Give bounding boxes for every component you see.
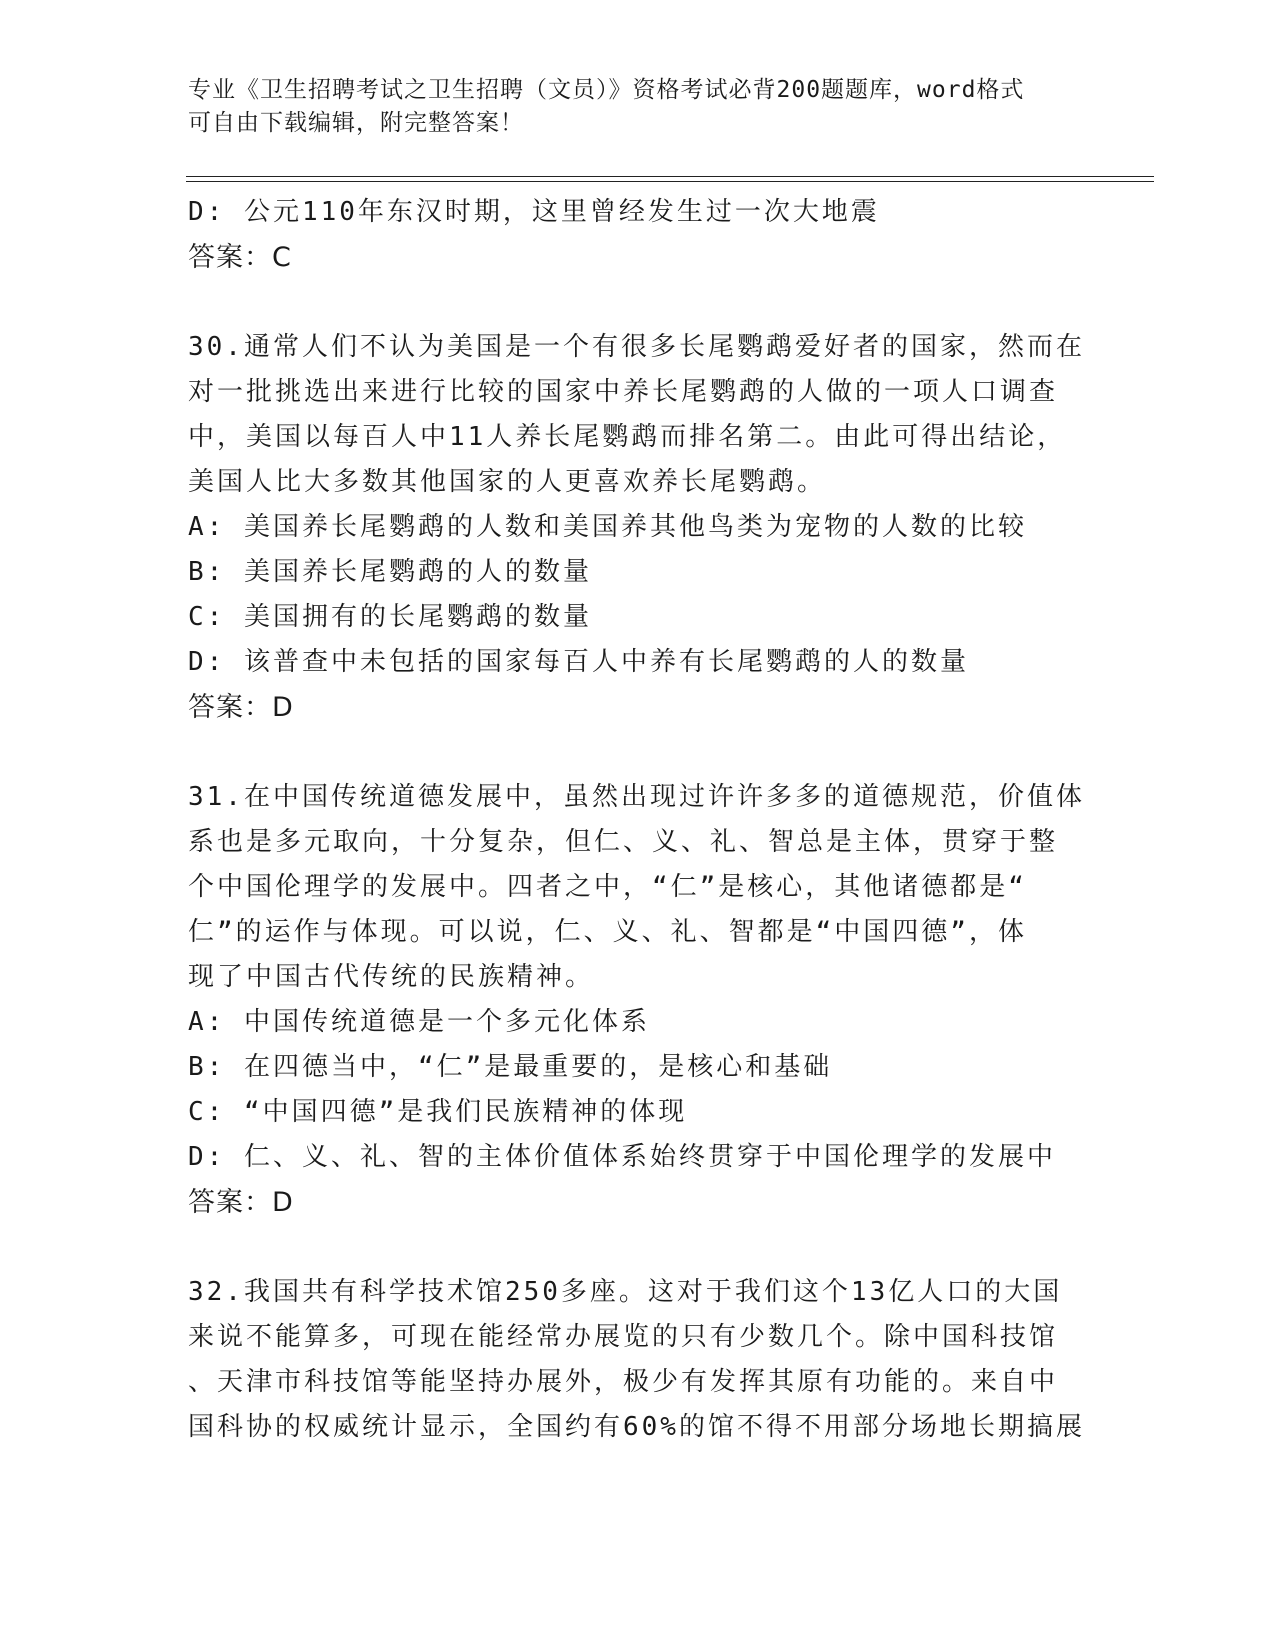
answer-line: 答案：D xyxy=(188,692,294,723)
question-text-line: 系也是多元取向，十分复杂，但仁、义、礼、智总是主体，贯穿于整 xyxy=(188,827,1059,857)
previous-question-tail xyxy=(188,190,1088,280)
option-d: D: 仁、义、礼、智的主体价值体系始终贯穿于中国伦理学的发展中 xyxy=(188,1142,1056,1172)
question-32 xyxy=(188,1270,1088,1450)
question-30 xyxy=(188,325,1088,730)
option-d: D: 公元110年东汉时期，这里曾经发生过一次大地震 xyxy=(188,197,880,227)
question-text-line: 美国人比大多数其他国家的人更喜欢养长尾鹦鹉。 xyxy=(188,467,827,497)
question-text-line: 对一批挑选出来进行比较的国家中养长尾鹦鹉的人做的一项人口调查 xyxy=(188,377,1059,407)
page-header xyxy=(188,74,1068,140)
header-title-line-2: 可自由下载编辑，附完整答案！ xyxy=(188,110,524,136)
question-text-line: 32.我国共有科学技术馆250多座。这对于我们这个13亿人口的大国 xyxy=(188,1277,1063,1307)
option-c: C: “中国四德”是我们民族精神的体现 xyxy=(188,1097,688,1127)
answer-line: 答案：C xyxy=(188,242,292,273)
question-text-line: 、天津市科技馆等能坚持办展外，极少有发挥其原有功能的。来自中 xyxy=(188,1367,1059,1397)
spacer xyxy=(188,280,1088,325)
option-d: D: 该普查中未包括的国家每百人中养有长尾鹦鹉的人的数量 xyxy=(188,647,969,677)
question-text-line: 个中国伦理学的发展中。四者之中，“仁”是核心，其他诸德都是“ xyxy=(188,872,1027,902)
option-a: A: 中国传统道德是一个多元化体系 xyxy=(188,1007,650,1037)
header-title-line-1: 专业《卫生招聘考试之卫生招聘（文员）》资格考试必背200题题库，word格式 xyxy=(188,77,1025,103)
question-31 xyxy=(188,775,1088,1225)
question-text-line: 现了中国古代传统的民族精神。 xyxy=(188,962,595,992)
option-b: B: 美国养长尾鹦鹉的人的数量 xyxy=(188,557,592,587)
header-divider-top xyxy=(186,176,1154,177)
option-a: A: 美国养长尾鹦鹉的人数和美国养其他鸟类为宠物的人数的比较 xyxy=(188,512,1027,542)
spacer xyxy=(188,730,1088,775)
answer-line: 答案：D xyxy=(188,1187,294,1218)
question-text-line: 仁”的运作与体现。可以说，仁、义、礼、智都是“中国四德”，体 xyxy=(188,917,1027,947)
spacer xyxy=(188,1225,1088,1270)
option-b: B: 在四德当中，“仁”是最重要的，是核心和基础 xyxy=(188,1052,833,1082)
question-text-line: 30.通常人们不认为美国是一个有很多长尾鹦鹉爱好者的国家，然而在 xyxy=(188,332,1085,362)
question-text-line: 国科协的权威统计显示，全国约有60%的馆不得不用部分场地长期搞展 xyxy=(188,1412,1085,1442)
header-divider-bottom xyxy=(186,181,1154,182)
option-c: C: 美国拥有的长尾鹦鹉的数量 xyxy=(188,602,592,632)
question-text-line: 来说不能算多，可现在能经常办展览的只有少数几个。除中国科技馆 xyxy=(188,1322,1059,1352)
document-body xyxy=(188,190,1088,1450)
question-text-line: 中，美国以每百人中11人养长尾鹦鹉而排名第二。由此可得出结论， xyxy=(188,422,1067,452)
question-text-line: 31.在中国传统道德发展中，虽然出现过许许多多的道德规范，价值体 xyxy=(188,782,1085,812)
